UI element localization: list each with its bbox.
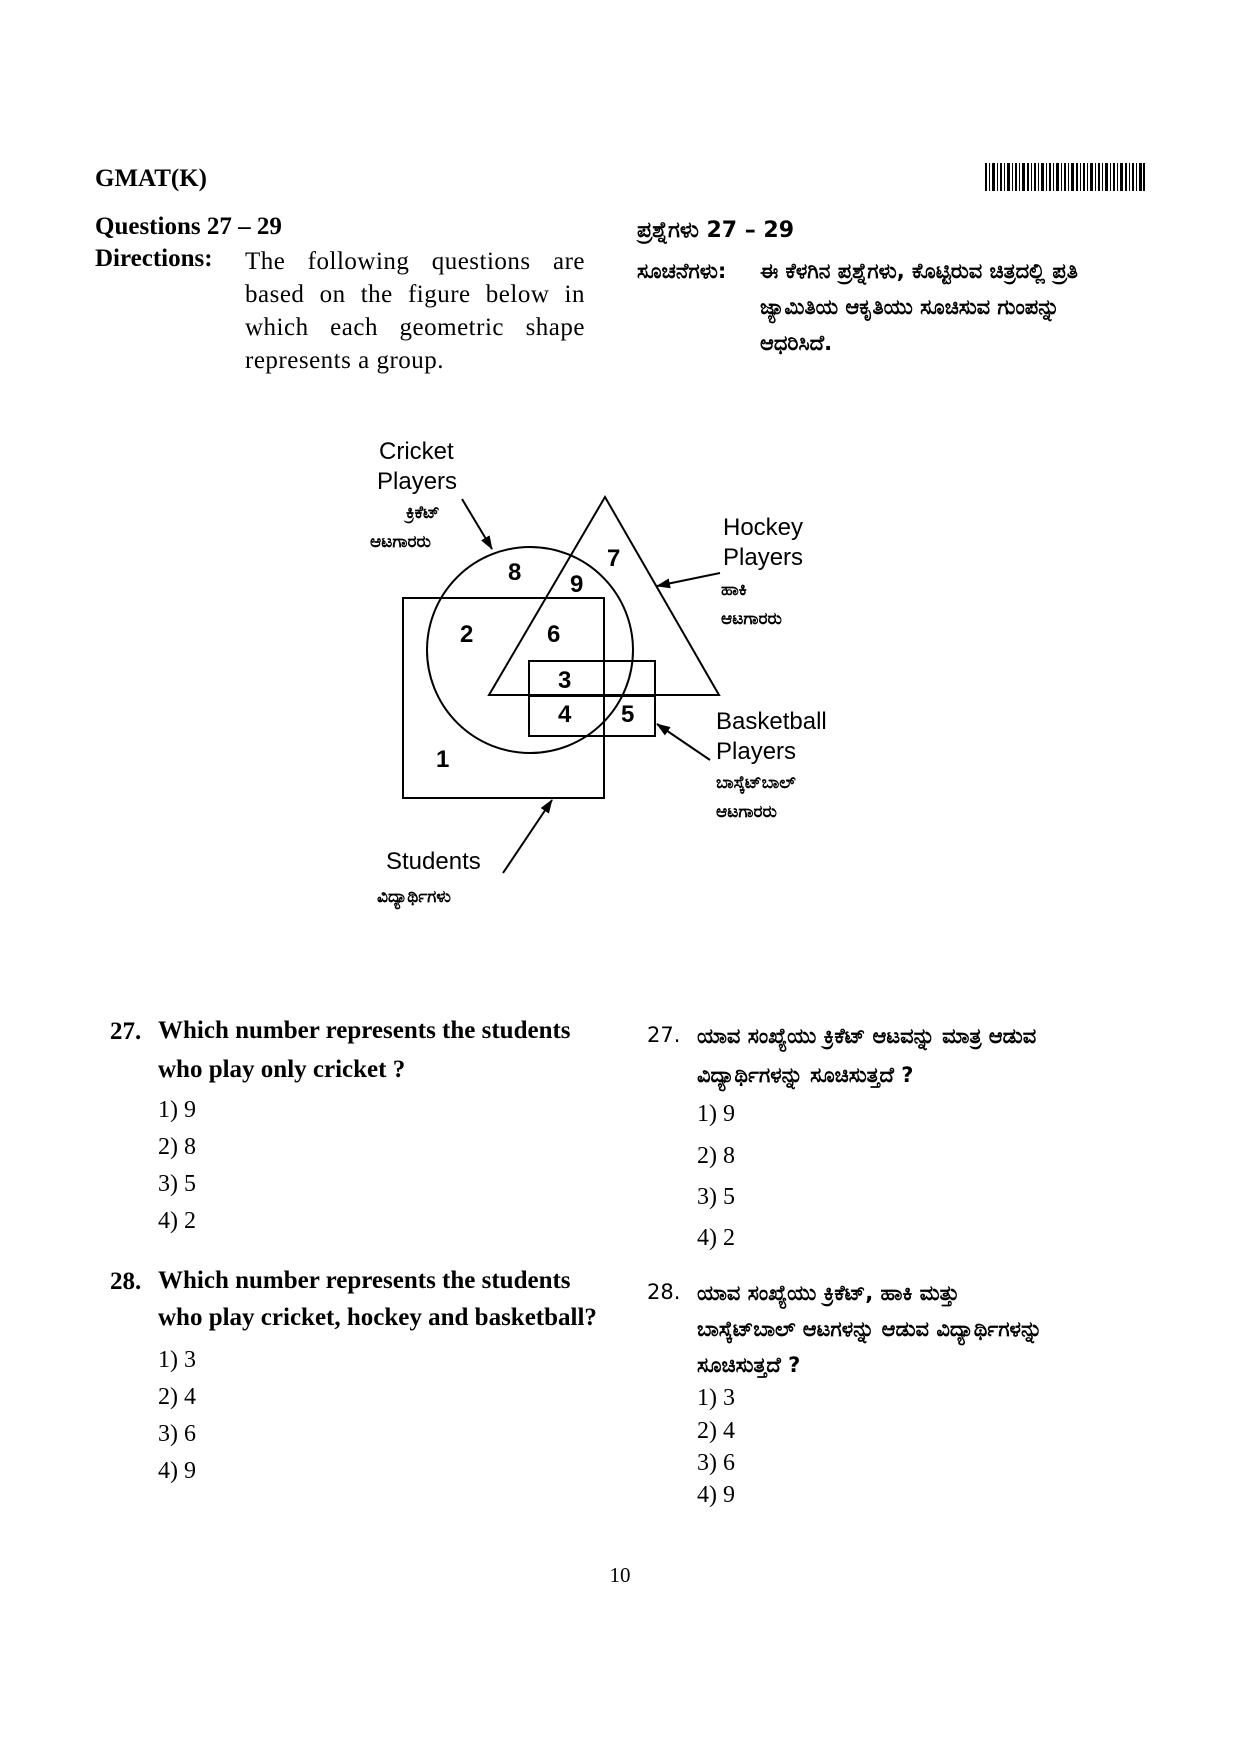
basketball-rectangle: [529, 661, 655, 736]
directions-text-kn: ಈ ಕೆಳಗಿನ ಪ್ರಶ್ನೆಗಳು, ಕೊಟ್ಟಿರುವ ಚಿತ್ರದಲ್ಲಿ ಪ್ರತಿ ಜ್ಯಾಮಿತಿಯ ಆಕೃತಿಯು ಸೂಚಿಸುವ ಗುಂಪನ್ನು ಆಧರಿಸಿದೆ.: [760, 259, 1078, 355]
page-number: 10: [609, 1563, 631, 1587]
option: 1) 3: [697, 1385, 735, 1411]
question-number: 28.: [647, 1280, 681, 1304]
question-stem: Which number represents the students: [158, 1267, 571, 1294]
basketball-label-en: Basketball: [716, 708, 827, 735]
option: 3) 5: [697, 1184, 735, 1210]
question-number: 27.: [110, 1018, 142, 1045]
directions-label-en: Directions:: [95, 245, 213, 272]
hockey-label-en: Hockey: [723, 514, 804, 541]
basketball-arrow: [657, 724, 710, 760]
option: 2) 4: [697, 1418, 735, 1444]
hockey-arrow: [657, 573, 720, 586]
students-arrow: [503, 800, 552, 873]
option: 1) 9: [158, 1097, 196, 1123]
students-label-kn: ವಿದ್ಯಾರ್ಥಿಗಳು: [377, 887, 451, 907]
question-stem: ಯಾವ ಸಂಖ್ಯೆಯು ಕ್ರಿಕೆಟ್ ಆಟವನ್ನು ಮಾತ್ರ ಆಡುವ: [697, 1024, 1037, 1048]
option: 3) 6: [158, 1421, 196, 1447]
cricket-arrow: [462, 499, 492, 549]
cricket-label-en: Cricket: [379, 438, 454, 465]
cricket-label-kn: ಆಟಗಾರರು: [370, 532, 431, 552]
option: 2) 4: [158, 1384, 196, 1410]
question-stem: who play only cricket ?: [158, 1056, 406, 1083]
option: 1) 9: [697, 1101, 735, 1127]
region-label: 5: [621, 701, 635, 728]
region-label: 2: [460, 621, 474, 648]
students-square: [403, 598, 604, 798]
option: 2) 8: [158, 1134, 196, 1160]
question-stem: ಯಾವ ಸಂಖ್ಯೆಯು ಕ್ರಿಕೆಟ್, ಹಾಕಿ ಮತ್ತು: [697, 1281, 960, 1305]
option: 2) 8: [697, 1143, 735, 1169]
option: 1) 3: [158, 1347, 196, 1373]
question-stem: ಬಾಸ್ಕೆಟ್‌ಬಾಲ್ ಆಟಗಳನ್ನು ಆಡುವ ವಿದ್ಯಾರ್ಥಿಗಳನ್ನು: [697, 1317, 1043, 1341]
question-stem: ಸೂಚಿಸುತ್ತದೆ ?: [697, 1353, 801, 1377]
directions-label-kn: ಸೂಚನೆಗಳು:: [637, 259, 727, 283]
region-label: 6: [547, 621, 561, 648]
region-label: 3: [558, 667, 572, 694]
region-label: 9: [570, 571, 584, 598]
question-number: 27.: [647, 1023, 681, 1047]
region-label: 1: [436, 746, 450, 773]
option: 4) 2: [697, 1225, 735, 1251]
exam-code: GMAT(K): [95, 165, 208, 192]
directions-text-en: The following questions are based on the figure below in which each geometric shape represents a group.: [245, 248, 585, 374]
basketball-label-kn: ಆಟಗಾರರು: [716, 802, 777, 822]
option: 3) 6: [697, 1450, 735, 1476]
question-stem: Which number represents the students: [158, 1017, 571, 1044]
region-label: 8: [508, 559, 522, 586]
questions-range-en: Questions 27 – 29: [95, 213, 282, 240]
hockey-label-kn: ಆಟಗಾರರು: [721, 609, 782, 629]
option: 3) 5: [158, 1171, 196, 1197]
hockey-label-en: Players: [723, 544, 804, 571]
hockey-label-kn: ಹಾಕಿ: [721, 580, 747, 600]
cricket-label-en: Players: [377, 468, 458, 495]
question-stem: who play cricket, hockey and basketball?: [158, 1304, 597, 1331]
students-label-en: Students: [386, 848, 481, 875]
region-label: 4: [558, 701, 572, 728]
basketball-label-kn: ಬಾಸ್ಕೆಟ್‌ಬಾಲ್: [716, 773, 796, 793]
cricket-label-kn: ಕ್ರಿಕೆಟ್: [406, 503, 440, 523]
option: 4) 2: [158, 1208, 196, 1234]
questions-range-kn: ಪ್ರಶ್ನೆಗಳು 27 – 29: [637, 218, 795, 243]
region-label: 7: [607, 545, 621, 572]
question-stem: ವಿದ್ಯಾರ್ಥಿಗಳನ್ನು ಸೂಚಿಸುತ್ತದೆ ?: [697, 1063, 914, 1087]
option: 4) 9: [697, 1482, 735, 1508]
option: 4) 9: [158, 1458, 196, 1484]
question-number: 28.: [110, 1268, 142, 1295]
basketball-label-en: Players: [716, 738, 797, 765]
